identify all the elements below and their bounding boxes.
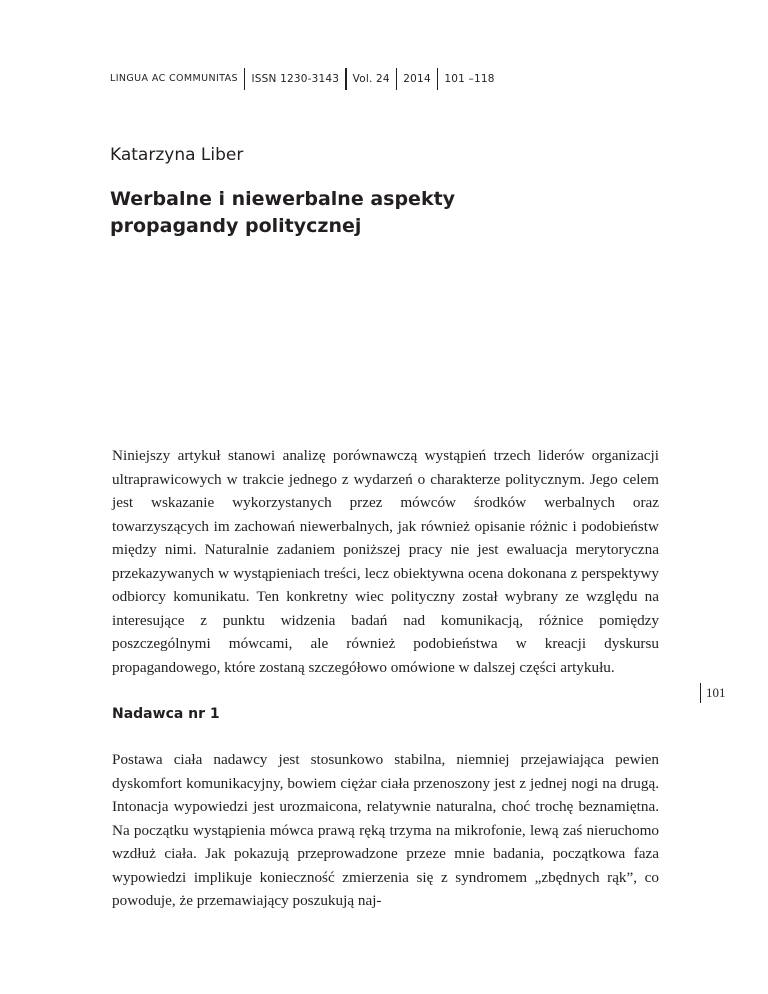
- body-paragraph: Postawa ciała nadawcy jest stosunkowo stabilna, niemniej przejawiająca pewien dyskomfort komunikacyjny, bowiem ciężar ciała przenoszony jest z jednej nogi na drugą. Intonacja wypowiedzi jest urozmaicona, relatywnie naturalna, choć trochę beznamiętna. Na początku wystąpienia mówca prawą ręką trzyma na mikrofonie, lewą zaś nieruchomo wzdłuż ciała. Jak pokazują przeprowadzone przeze mnie badania, początkowa faza wypowiedzi implikuje konieczność zmierzenia się z syndromem „zbędnych rąk”, co powoduje, że przemawiający poszukują naj-: [112, 751, 659, 909]
- title-line-1: Werbalne i niewerbalne aspekty: [110, 188, 456, 210]
- section-heading: Nadawca nr 1: [112, 706, 220, 722]
- title-line-2: propagandy politycznej: [110, 215, 362, 237]
- journal-header: [110, 68, 501, 90]
- year: 2014: [403, 72, 431, 85]
- volume: Vol. 24: [352, 72, 390, 85]
- abstract: [112, 444, 659, 679]
- issn: ISSN 1230-3143: [251, 72, 340, 85]
- page-range: 101 –118: [444, 72, 495, 85]
- article-title: [110, 186, 590, 240]
- journal-name: LINGUA AC COMMUNITAS: [110, 73, 238, 85]
- abstract-paragraph: Niniejszy artykuł stanowi analizę porównawczą wystąpień trzech liderów organizacji ultraprawicowych w trakcie jednego z wydarzeń o charakterze politycznym. Jego celem jest wskazanie wykorzystanych przez mówców środków werbalnych oraz towarzyszących im zachowań niewerbalnych, jak również opisanie różnic i podobieństw między nimi. Naturalnie zadaniem poniższej pracy nie jest ewaluacja merytoryczna przekazywanych w wystąpieniach treści, lecz obiektywna ocena dokonana z perspektywy odbiorcy komunikatu. Ten konkretny wiec polityczny został wybrany ze względu na interesujące z punktu widzenia badań nad komunikacją, różnice pomiędzy poszczególnymi mówcami, ale również podobieństwa w kreacji dyskursu propagandowego, które zostaną szczegółowo omówione w dalszej części artykułu.: [112, 447, 659, 676]
- page-number: 101: [700, 683, 726, 703]
- section-body: [112, 748, 659, 913]
- author-name: Katarzyna Liber: [110, 145, 244, 165]
